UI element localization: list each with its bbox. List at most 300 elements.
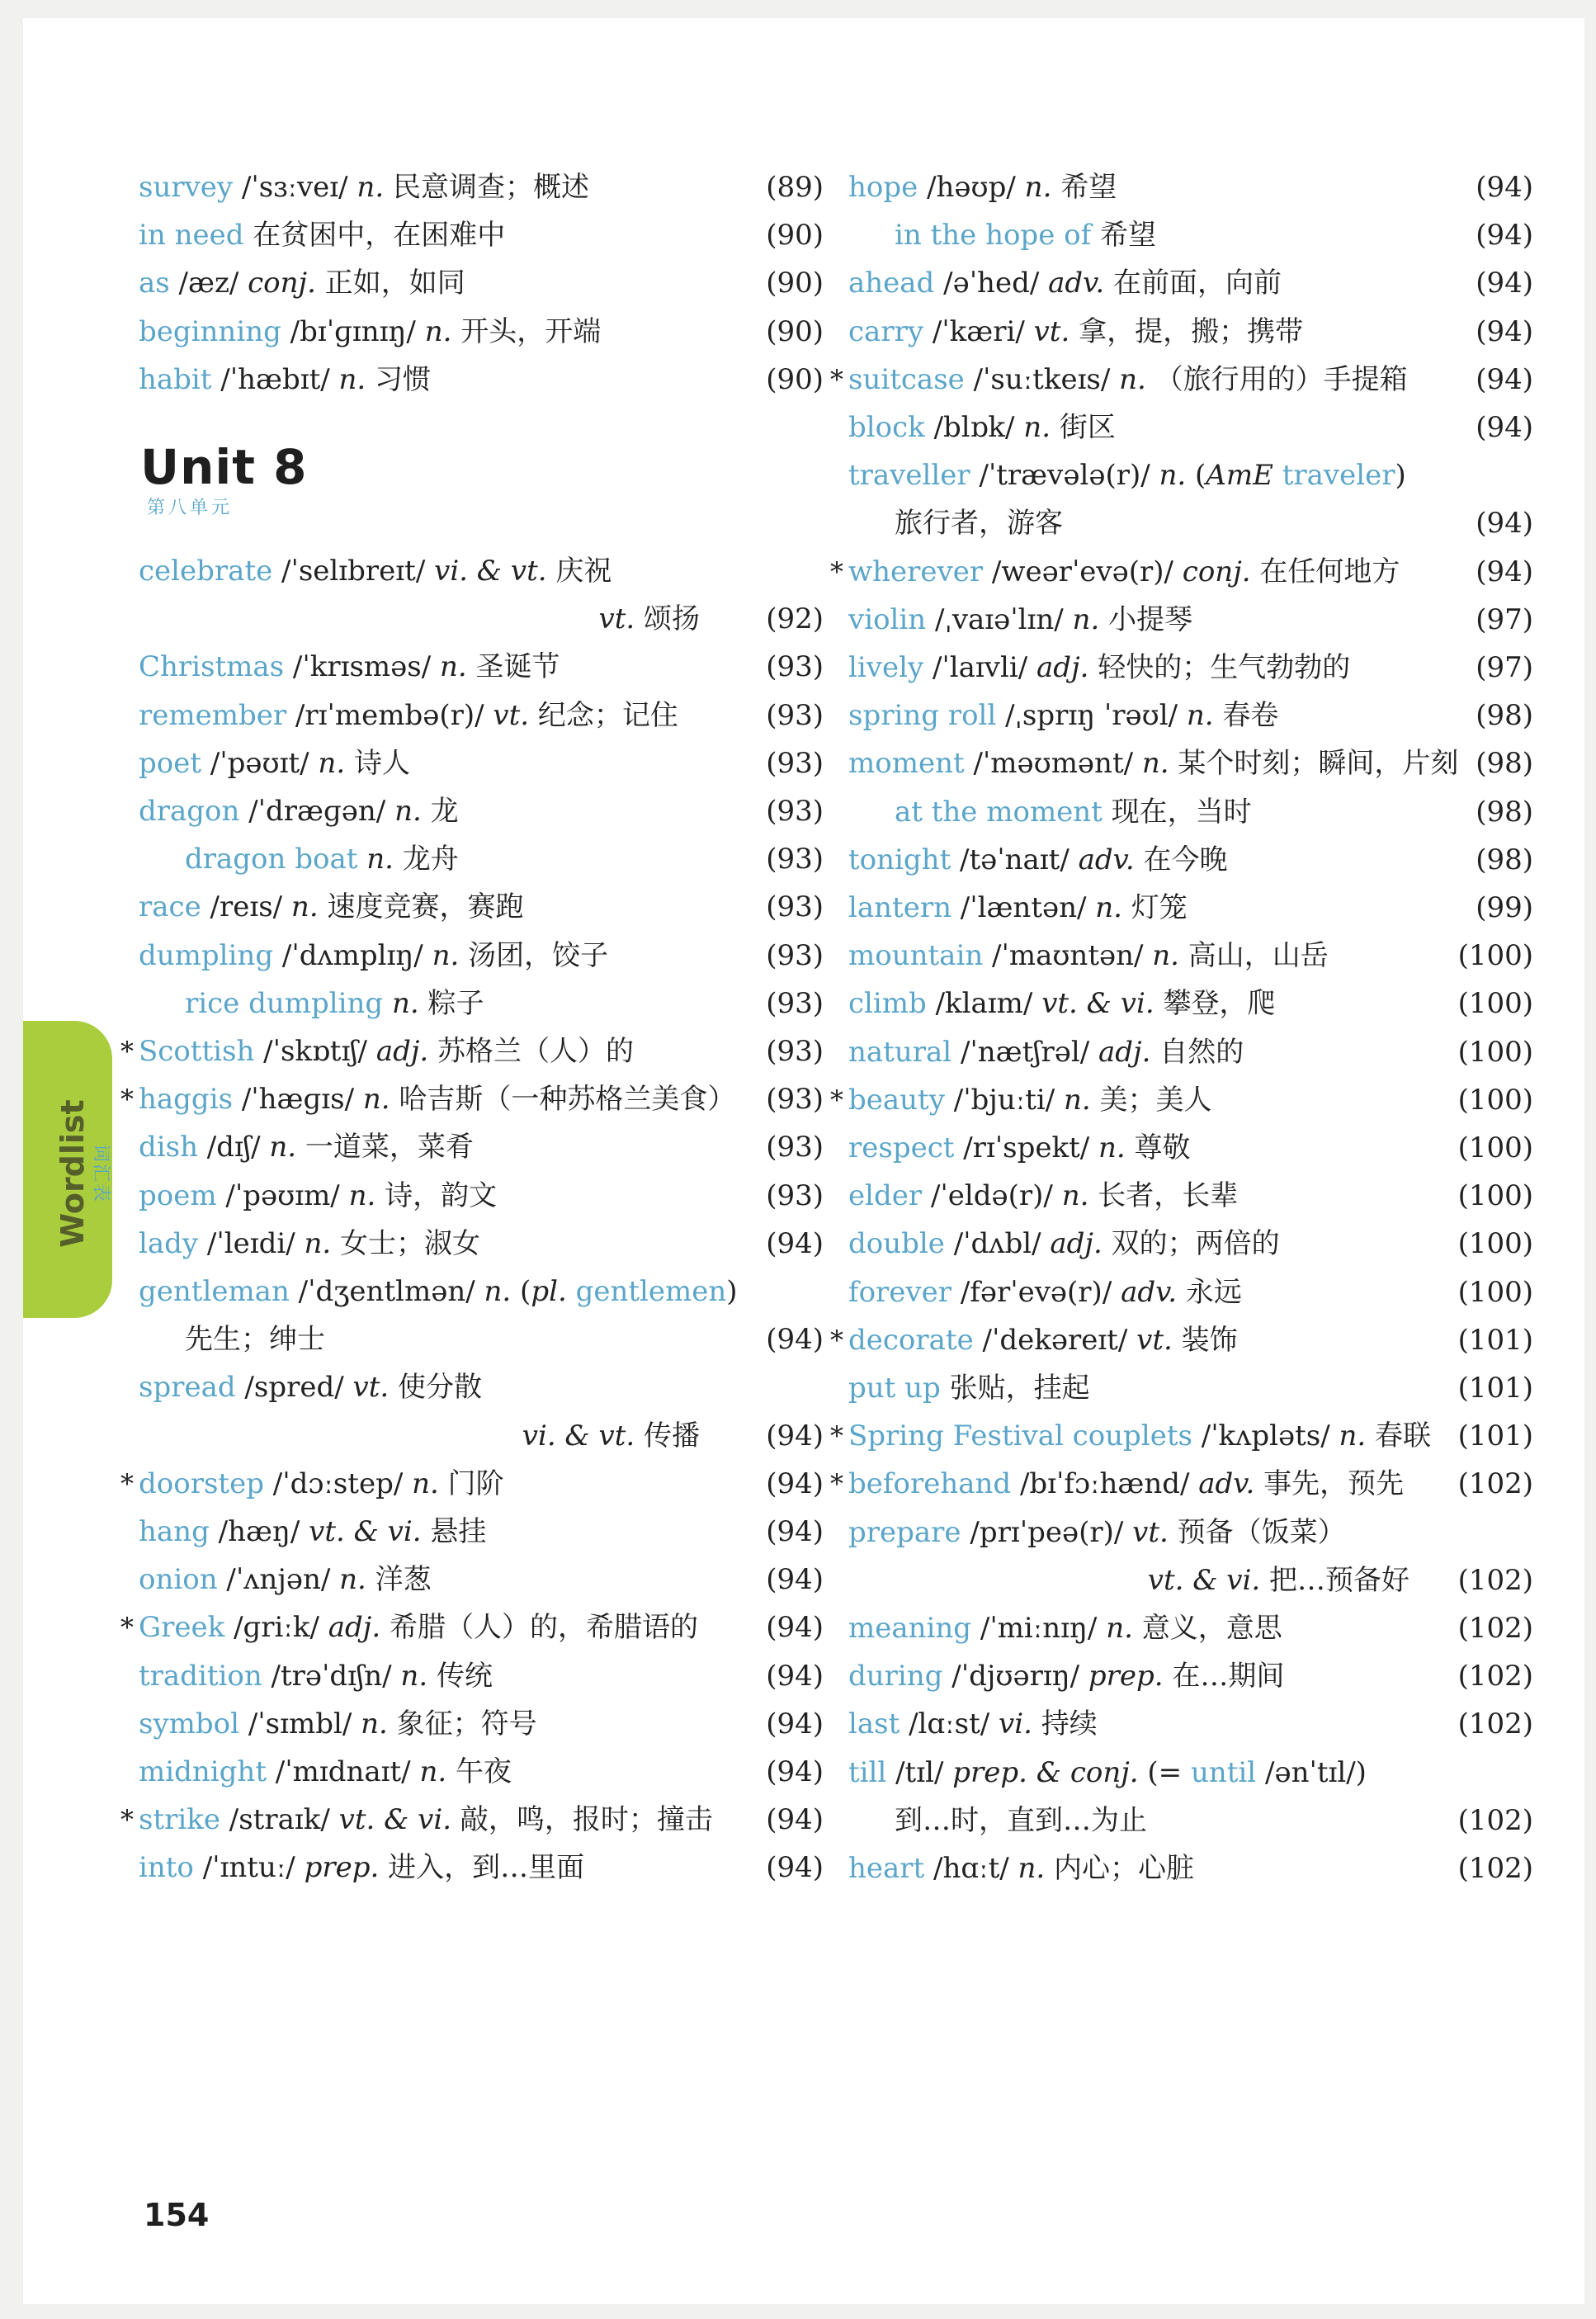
entry-text <box>139 311 601 352</box>
part-of-speech: n. <box>484 1275 512 1308</box>
headword: survey <box>139 171 234 204</box>
definition: 把…预备好 <box>1260 1563 1409 1597</box>
headword: dumpling <box>139 938 274 972</box>
phonetic: /ˈpəʊɪm/ <box>216 1178 349 1212</box>
entry-text <box>848 695 1278 736</box>
page-reference: (97) <box>1476 602 1533 636</box>
definition: 诗人 <box>345 746 410 780</box>
page-reference: (98) <box>1476 699 1533 733</box>
part-of-speech: n. <box>318 746 346 780</box>
definition: 希望 <box>1051 171 1117 204</box>
entry-text <box>848 1415 1431 1457</box>
headword: habit <box>139 362 212 396</box>
page-reference: (100) <box>1457 1035 1533 1069</box>
wordlist-entry <box>139 1415 824 1457</box>
phonetic: /reɪs/ <box>201 890 291 924</box>
part-of-speech: n. <box>1072 602 1100 636</box>
part-of-speech: n. <box>419 1755 447 1788</box>
page-reference: (102) <box>1457 1660 1533 1693</box>
entry-text <box>848 1655 1284 1697</box>
page-reference: (93) <box>766 746 824 780</box>
definition: 在前面，向前 <box>1104 267 1282 300</box>
page-reference: (90) <box>766 219 824 253</box>
entry-text <box>139 695 678 736</box>
part-of-speech: n. <box>424 314 452 348</box>
definition: 悬挂 <box>421 1515 487 1548</box>
definition: 长者，长辈 <box>1088 1179 1239 1213</box>
entry-text <box>139 215 505 256</box>
part-of-speech: n. <box>1098 1131 1126 1164</box>
star-marker: * <box>830 1324 843 1356</box>
part-of-speech: vt. <box>493 698 530 732</box>
part-of-speech: vt. & vi. <box>1041 987 1155 1021</box>
part-of-speech: vt. & vi. <box>338 1803 452 1837</box>
page-reference: (94) <box>766 1803 824 1837</box>
star-marker: * <box>830 1084 843 1116</box>
page-reference: (102) <box>1457 1467 1533 1501</box>
wordlist-entry <box>830 1320 1533 1361</box>
entry-text <box>848 167 1117 208</box>
entry-text <box>139 935 608 976</box>
wordlist-entry <box>139 311 824 352</box>
part-of-speech: adv. <box>1078 843 1135 876</box>
wordlist-entry <box>848 647 1533 688</box>
definition: 尊敬 <box>1125 1131 1191 1164</box>
phonetic: /bɪˈfɔːhænd/ <box>1011 1467 1199 1501</box>
page-reference: (94) <box>766 1515 824 1548</box>
page-reference: (100) <box>1457 987 1533 1021</box>
wordlist-entry <box>848 695 1533 736</box>
definition: 拿，提，搬；携带 <box>1070 314 1304 348</box>
wordlist-entry <box>848 839 1533 881</box>
definition: 一道菜，菜肴 <box>296 1131 474 1164</box>
entry-text <box>848 215 1156 256</box>
definition: 门阶 <box>438 1466 504 1500</box>
phonetic: /ˈtrævələ(r)/ <box>970 459 1159 493</box>
definition: 自然的 <box>1150 1035 1244 1069</box>
wordlist-entry <box>139 983 824 1024</box>
entry-text <box>139 838 459 880</box>
entry-text <box>848 887 1188 928</box>
headword: Scottish <box>139 1035 255 1068</box>
definition: 希望 <box>1091 219 1156 253</box>
phonetic: /bɪˈɡɪnɪŋ/ <box>281 314 425 348</box>
definition: 春联 <box>1366 1419 1432 1453</box>
entry-text <box>1148 1560 1409 1601</box>
definition: 哈吉斯（一种苏格兰美食） <box>390 1083 736 1117</box>
definition: 先生；绅士 <box>185 1323 325 1357</box>
definition: 龙舟 <box>393 843 459 876</box>
definition: 小提琴 <box>1099 602 1193 636</box>
headword: poem <box>139 1178 217 1212</box>
page-reference: (100) <box>1457 1179 1533 1213</box>
page-reference: (94) <box>1476 219 1533 253</box>
headword: as <box>139 267 170 300</box>
entry-text <box>848 983 1275 1024</box>
part-of-speech: prep. <box>1088 1660 1164 1693</box>
part-of-speech: adv. <box>1048 267 1105 300</box>
definition: 高山，山岳 <box>1178 939 1329 973</box>
wordlist-entry <box>848 1655 1533 1697</box>
definition: ( <box>511 1275 531 1308</box>
headword: carry <box>848 314 924 348</box>
page-reference: (97) <box>1476 651 1533 684</box>
headword: prepare <box>848 1515 961 1549</box>
definition: 美；美人 <box>1090 1083 1212 1117</box>
headword: tonight <box>848 843 951 876</box>
entry-text <box>139 1367 482 1408</box>
page-reference: (93) <box>766 1131 824 1164</box>
definition: 进入，到…里面 <box>379 1851 585 1885</box>
headword: natural <box>848 1035 952 1069</box>
entry-text <box>139 1175 497 1216</box>
phonetic: /ˈmiːnɪŋ/ <box>971 1612 1107 1645</box>
part-of-speech: vi. & vt. <box>522 1419 635 1452</box>
definition: 内心；心脏 <box>1045 1852 1195 1885</box>
phonetic: /ˈkʌpləts/ <box>1192 1419 1339 1453</box>
part-of-speech: n. <box>394 795 422 828</box>
definition: 持续 <box>1032 1707 1098 1741</box>
headword: strike <box>139 1803 220 1837</box>
definition: 街区 <box>1051 411 1116 444</box>
entry-text <box>848 839 1227 881</box>
entry-text <box>848 503 1063 544</box>
star-marker: * <box>830 363 843 395</box>
wordlist-entry <box>848 503 1533 544</box>
page-reference: (94) <box>766 1323 824 1357</box>
entry-text <box>848 1223 1280 1264</box>
phonetic: /ˈməʊmənt/ <box>964 747 1142 781</box>
definition: 庆祝 <box>546 555 612 588</box>
headword: race <box>139 890 201 924</box>
page-reference: (94) <box>1476 362 1533 396</box>
wordlist-entry <box>139 1223 824 1264</box>
definition: 攀登，爬 <box>1154 987 1276 1021</box>
part-of-speech: adj. <box>328 1611 381 1645</box>
page-reference: (92) <box>766 602 824 636</box>
part-of-speech: vt. <box>1132 1515 1169 1549</box>
headword: wherever <box>848 555 984 588</box>
star-marker: * <box>120 1036 134 1067</box>
headword: lantern <box>848 891 951 924</box>
page-reference: (93) <box>766 650 824 684</box>
headword: climb <box>848 987 927 1021</box>
definition: 灯笼 <box>1122 891 1188 924</box>
headword: hang <box>139 1515 210 1548</box>
wordlist-entry <box>848 1032 1533 1073</box>
headword: gentleman <box>139 1275 290 1308</box>
page-reference: (100) <box>1457 939 1533 973</box>
headword: Christmas <box>139 650 285 684</box>
definition: 诗，韵文 <box>375 1178 498 1212</box>
entry-text <box>139 983 484 1024</box>
part-of-speech: n. <box>1141 747 1169 781</box>
wordlist-entry <box>120 1031 824 1072</box>
phonetic: /fərˈevə(r)/ <box>951 1275 1121 1309</box>
part-of-speech-note: AmE <box>1206 459 1273 493</box>
unit-title: Unit 8 <box>140 439 308 495</box>
page-reference: (101) <box>1457 1419 1533 1453</box>
headword: in the hope of <box>895 219 1092 253</box>
entry-text <box>139 1079 735 1120</box>
wordlist-entry <box>848 1127 1533 1169</box>
wordlist-entry <box>139 598 824 640</box>
phonetic: /ˌvaɪəˈlɪn/ <box>926 602 1073 636</box>
phonetic: /ˈeldə(r)/ <box>922 1179 1062 1213</box>
phonetic: /ˈkæri/ <box>923 314 1034 348</box>
headword: Spring Festival couplets <box>848 1419 1192 1453</box>
page-reference: (98) <box>1476 747 1533 781</box>
headword: till <box>848 1755 887 1789</box>
wordlist-entry <box>120 1463 824 1504</box>
page-reference: (94) <box>766 1707 824 1740</box>
wordlist-entry <box>848 1848 1533 1889</box>
wordlist-entry <box>848 1175 1533 1216</box>
headword: double <box>848 1227 945 1261</box>
entry-text <box>139 1511 486 1552</box>
star-marker: * <box>120 1612 134 1644</box>
page-reference: (101) <box>1457 1372 1533 1405</box>
phonetic: /ˈlaɪvli/ <box>923 651 1037 684</box>
headword: spring roll <box>848 699 997 733</box>
entry-text <box>139 791 459 832</box>
entry-text <box>848 1512 1346 1553</box>
definition: 到…时，直到…为止 <box>895 1803 1147 1837</box>
part-of-speech: prep. <box>304 1851 380 1885</box>
wordlist-entry <box>139 1126 824 1168</box>
entry-text <box>139 1847 584 1888</box>
definition: 希腊（人）的，希腊语的 <box>380 1611 698 1645</box>
wordlist-entry <box>139 215 824 256</box>
wordlist-entry <box>848 455 1533 496</box>
wordlist-entry <box>139 1655 824 1697</box>
part-of-speech: vi. <box>999 1707 1032 1741</box>
wordlist-entry <box>848 1703 1533 1745</box>
phonetic: /ˈdʌbl/ <box>944 1227 1051 1261</box>
page-reference: (93) <box>766 1035 824 1068</box>
phonetic: /ˈdræɡən/ <box>239 795 395 828</box>
variant-headword: traveler <box>1273 459 1395 493</box>
definition: 开头，开端 <box>451 314 602 348</box>
headword: mountain <box>848 939 984 973</box>
entry-text <box>848 1367 1090 1409</box>
wordlist-entry <box>120 1079 824 1120</box>
wordlist-entry <box>830 1415 1533 1457</box>
phonetic: /æz/ <box>169 267 248 300</box>
part-of-speech: conj. <box>248 267 316 300</box>
part-of-speech: n. <box>1018 1852 1046 1885</box>
entry-text <box>848 1127 1191 1169</box>
entry-text <box>139 1799 713 1840</box>
unit-subtitle: 第八单元 <box>147 498 234 518</box>
phonetic: /ɡriːk/ <box>224 1611 328 1645</box>
wordlist-entry <box>830 359 1533 400</box>
part-of-speech: n. <box>439 650 467 684</box>
page-reference: (93) <box>766 986 824 1020</box>
wordlist-entry <box>848 1272 1533 1313</box>
page-reference: (100) <box>1457 1083 1533 1117</box>
definition: 装饰 <box>1172 1323 1238 1357</box>
part-of-speech: n. <box>1152 939 1179 973</box>
star-marker: * <box>830 1420 843 1452</box>
definition: 象征；符号 <box>387 1707 537 1740</box>
page-reference: (100) <box>1457 1227 1533 1261</box>
wordlist-entry <box>139 1751 824 1792</box>
page-reference: (102) <box>1457 1803 1533 1837</box>
page-number: 154 <box>144 2197 210 2233</box>
headword: block <box>848 411 925 444</box>
page-reference: (99) <box>1476 891 1533 924</box>
phonetic: /rɪˈspekt/ <box>954 1131 1099 1164</box>
headword: elder <box>848 1179 923 1213</box>
definition: 轻快的；生气勃勃的 <box>1088 651 1351 684</box>
headword: beforehand <box>848 1467 1012 1501</box>
page-reference: (98) <box>1476 843 1533 876</box>
page-reference: (93) <box>766 698 824 732</box>
part-of-speech: n. <box>1023 411 1051 444</box>
entry-text <box>848 455 1406 496</box>
part-of-speech: adj. <box>1036 651 1089 684</box>
wordlist-entry <box>139 743 824 784</box>
part-of-speech: n. <box>290 890 319 924</box>
definition: (= <box>1138 1755 1191 1789</box>
wordlist-entry <box>139 1703 824 1745</box>
page-reference: (94) <box>1476 411 1533 444</box>
definition: 双的；两倍的 <box>1102 1227 1280 1261</box>
phonetic: /ˈskɒtɪʃ/ <box>254 1035 376 1068</box>
wordlist-entry <box>139 1511 824 1552</box>
part-of-speech: n. <box>1024 171 1052 204</box>
entry-text <box>848 359 1408 400</box>
part-of-speech: n. <box>412 1466 439 1500</box>
part-of-speech: adv. <box>1198 1467 1255 1501</box>
phonetic: /ˈleɪdi/ <box>198 1226 305 1260</box>
side-tab-label: Wordlist <box>54 1099 91 1248</box>
definition: 传播 <box>635 1419 700 1452</box>
definition: 颂扬 <box>635 602 700 636</box>
page-reference: (93) <box>766 1083 824 1117</box>
headword: poet <box>139 746 202 780</box>
page-reference: (94) <box>766 1851 824 1885</box>
phonetic: /ˈselɪbreɪt/ <box>272 555 435 588</box>
definition: 洋葱 <box>366 1563 432 1597</box>
phonetic: /ˌsprɪŋ ˈrəʊl/ <box>996 699 1187 733</box>
wordlist-entry <box>139 791 824 832</box>
wordlist-entry <box>139 935 824 976</box>
entry-text <box>848 1032 1244 1073</box>
phonetic: /ˈɪntuː/ <box>193 1851 305 1885</box>
wordlist-entry <box>848 215 1533 256</box>
wordlist-entry <box>848 1223 1533 1264</box>
definition: 预备（饭菜） <box>1168 1515 1346 1549</box>
definition: 民意调查；概述 <box>384 171 589 204</box>
page-reference: (94) <box>1476 507 1533 541</box>
entry-text <box>139 1319 325 1360</box>
entry-text <box>848 1079 1212 1121</box>
star-marker: * <box>120 1467 134 1500</box>
wordlist-entry <box>830 1463 1533 1504</box>
entry-text <box>848 1320 1238 1361</box>
entry-text <box>848 599 1192 640</box>
entry-text <box>139 1703 537 1745</box>
phonetic: /ˈdʒentlmən/ <box>289 1275 484 1308</box>
part-of-speech: adj. <box>1098 1035 1151 1069</box>
part-of-speech: n. <box>362 1083 390 1117</box>
phonetic: /ˈpəʊɪt/ <box>201 746 319 780</box>
part-of-speech: vt. <box>1136 1323 1173 1357</box>
wordlist-entry <box>139 1559 824 1600</box>
page-reference: (93) <box>766 938 824 972</box>
wordlist-entry <box>139 886 824 928</box>
entry-text <box>139 262 465 304</box>
entry-text <box>139 886 523 928</box>
phonetic: /ˈʌnjən/ <box>217 1563 340 1597</box>
entry-text <box>848 743 1458 784</box>
page-reference: (102) <box>1457 1707 1533 1741</box>
phonetic: /ˈmaʊntən/ <box>983 939 1153 973</box>
wordlist-entry <box>139 1319 824 1360</box>
entry-text <box>848 407 1116 448</box>
entry-text <box>848 1800 1147 1841</box>
wordlist-entry <box>139 1175 824 1216</box>
phonetic: /əˈhed/ <box>934 267 1049 300</box>
definition: 现在，当时 <box>1102 795 1252 829</box>
part-of-speech: adj. <box>1050 1227 1103 1261</box>
wordlist-entry <box>848 983 1533 1024</box>
entry-text <box>848 1752 1367 1793</box>
part-of-speech: n. <box>357 171 385 204</box>
wordlist-entry <box>139 695 824 736</box>
part-of-speech: vt. <box>352 1371 390 1405</box>
wordlist-entry <box>848 407 1533 448</box>
entry-text <box>139 1463 504 1504</box>
page-reference: (93) <box>766 795 824 828</box>
wordlist-entry <box>848 167 1533 208</box>
star-marker: * <box>120 1804 134 1836</box>
wordlist-entry <box>139 167 824 208</box>
phonetic: /weərˈevə(r)/ <box>983 555 1183 588</box>
entry-text <box>599 598 701 640</box>
part-of-speech: n. <box>357 843 394 876</box>
part-of-speech: vt. & vi. <box>1147 1563 1261 1597</box>
wordlist-entry <box>139 262 824 304</box>
entry-text <box>139 743 410 784</box>
headword: remember <box>139 698 287 732</box>
entry-text <box>848 1848 1194 1889</box>
page-reference: (100) <box>1457 1131 1533 1164</box>
headword: tradition <box>139 1659 262 1693</box>
variant-headword: gentlemen <box>566 1275 727 1308</box>
entry-text <box>848 791 1252 833</box>
definition: 在…期间 <box>1163 1660 1285 1693</box>
wordlist-entry <box>848 1512 1533 1553</box>
phonetic: /blɒk/ <box>924 411 1024 444</box>
part-of-speech: n. <box>1064 1083 1091 1117</box>
wordlist-entry <box>848 935 1533 976</box>
part-of-speech: adv. <box>1121 1275 1178 1309</box>
headword: last <box>848 1707 900 1741</box>
headword: spread <box>139 1371 236 1405</box>
wordlist-entry <box>848 1800 1533 1841</box>
wordlist-entry <box>139 646 824 687</box>
part-of-speech: n. <box>1061 1179 1089 1213</box>
headword: dish <box>139 1131 198 1164</box>
page-reference: (94) <box>766 1611 824 1645</box>
page-reference: (94) <box>1476 171 1533 204</box>
phonetic: /ˈhæbɪt/ <box>211 362 339 396</box>
entry-text <box>848 311 1303 352</box>
definition: 永远 <box>1177 1275 1242 1309</box>
